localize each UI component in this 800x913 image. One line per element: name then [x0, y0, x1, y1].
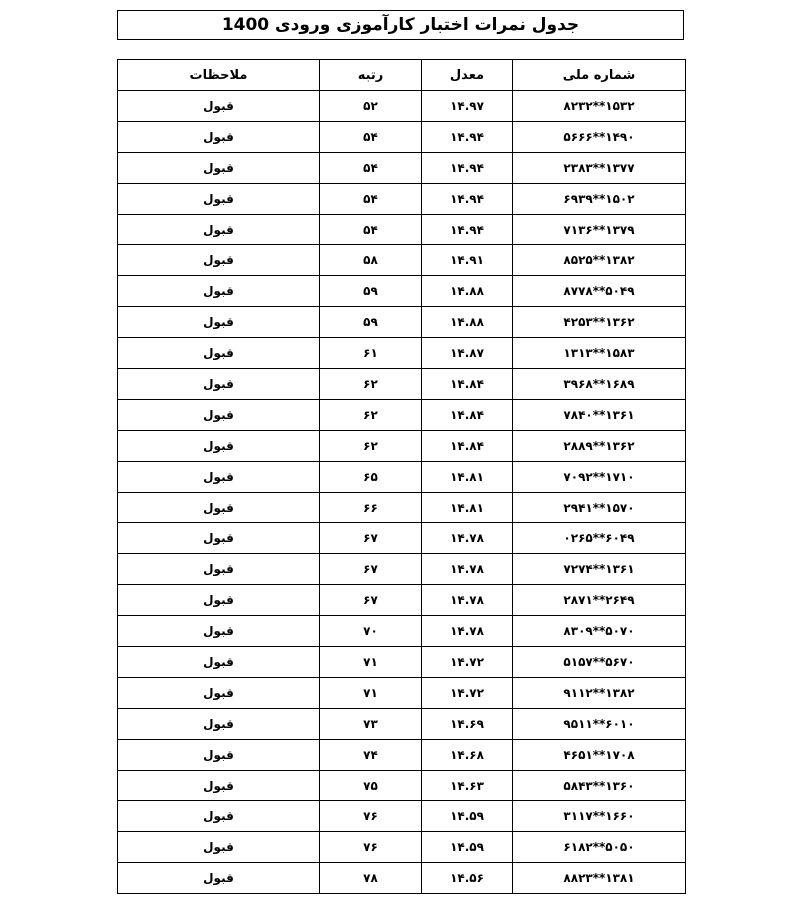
cell-rank: ۶۷ [320, 585, 422, 616]
cell-rank: ۷۳ [320, 708, 422, 739]
cell-national-id: ۱۳۸۲**۹۱۱۲ [513, 677, 686, 708]
table-row [118, 430, 686, 461]
cell-average: ۱۴.۸۸ [422, 276, 513, 307]
table-row [118, 91, 686, 122]
cell-average: ۱۴.۸۱ [422, 492, 513, 523]
cell-note: قبول [118, 152, 320, 183]
table-row [118, 863, 686, 894]
cell-average: ۱۴.۷۸ [422, 523, 513, 554]
table-row [118, 708, 686, 739]
table-row [118, 121, 686, 152]
cell-note: قبول [118, 369, 320, 400]
cell-note: قبول [118, 863, 320, 894]
cell-average: ۱۴.۷۸ [422, 554, 513, 585]
cell-note: قبول [118, 554, 320, 585]
cell-average: ۱۴.۸۷ [422, 338, 513, 369]
cell-rank: ۶۵ [320, 461, 422, 492]
cell-average: ۱۴.۹۴ [422, 183, 513, 214]
cell-note: قبول [118, 739, 320, 770]
cell-average: ۱۴.۷۸ [422, 585, 513, 616]
cell-rank: ۷۴ [320, 739, 422, 770]
cell-rank: ۵۴ [320, 214, 422, 245]
cell-rank: ۵۲ [320, 91, 422, 122]
cell-average: ۱۴.۶۹ [422, 708, 513, 739]
cell-rank: ۷۶ [320, 801, 422, 832]
cell-national-id: ۱۴۹۰**۵۶۶۶ [513, 121, 686, 152]
cell-average: ۱۴.۷۸ [422, 616, 513, 647]
table-row [118, 276, 686, 307]
table-row [118, 338, 686, 369]
cell-average: ۱۴.۸۱ [422, 461, 513, 492]
cell-rank: ۶۷ [320, 523, 422, 554]
table-row [118, 399, 686, 430]
cell-national-id: ۵۰۵۰**۶۱۸۲ [513, 832, 686, 863]
cell-note: قبول [118, 183, 320, 214]
cell-average: ۱۴.۵۹ [422, 832, 513, 863]
cell-rank: ۷۱ [320, 647, 422, 678]
cell-rank: ۶۲ [320, 430, 422, 461]
cell-average: ۱۴.۶۳ [422, 770, 513, 801]
cell-note: قبول [118, 399, 320, 430]
cell-rank: ۷۱ [320, 677, 422, 708]
cell-note: قبول [118, 307, 320, 338]
table-header [118, 60, 686, 91]
cell-national-id: ۱۵۸۳**۱۳۱۳ [513, 338, 686, 369]
cell-national-id: ۱۵۳۲**۸۲۳۲ [513, 91, 686, 122]
cell-rank: ۵۸ [320, 245, 422, 276]
table-row [118, 152, 686, 183]
cell-national-id: ۵۶۷۰**۵۱۵۷ [513, 647, 686, 678]
table-row [118, 677, 686, 708]
table-row [118, 770, 686, 801]
cell-national-id: ۵۰۷۰**۸۳۰۹ [513, 616, 686, 647]
cell-rank: ۵۹ [320, 307, 422, 338]
cell-national-id: ۱۳۸۲**۸۵۲۵ [513, 245, 686, 276]
cell-average: ۱۴.۹۷ [422, 91, 513, 122]
cell-national-id: ۲۶۴۹**۲۸۷۱ [513, 585, 686, 616]
table-row [118, 585, 686, 616]
cell-average: ۱۴.۹۱ [422, 245, 513, 276]
cell-note: قبول [118, 677, 320, 708]
table-row [118, 369, 686, 400]
cell-average: ۱۴.۷۲ [422, 647, 513, 678]
cell-average: ۱۴.۵۶ [422, 863, 513, 894]
cell-national-id: ۱۶۶۰**۳۱۱۷ [513, 801, 686, 832]
cell-average: ۱۴.۸۴ [422, 399, 513, 430]
header-national-id: شماره ملی [513, 60, 686, 91]
header-notes: ملاحظات [118, 60, 320, 91]
table-row [118, 523, 686, 554]
cell-rank: ۷۵ [320, 770, 422, 801]
cell-rank: ۷۸ [320, 863, 422, 894]
cell-rank: ۶۲ [320, 399, 422, 430]
cell-note: قبول [118, 214, 320, 245]
cell-rank: ۷۰ [320, 616, 422, 647]
cell-note: قبول [118, 91, 320, 122]
cell-note: قبول [118, 801, 320, 832]
table-row [118, 245, 686, 276]
header-row [118, 60, 686, 91]
cell-national-id: ۱۳۷۷**۲۳۸۳ [513, 152, 686, 183]
cell-rank: ۶۲ [320, 369, 422, 400]
cell-rank: ۶۱ [320, 338, 422, 369]
header-average: معدل [422, 60, 513, 91]
table-row [118, 307, 686, 338]
cell-average: ۱۴.۹۴ [422, 152, 513, 183]
cell-note: قبول [118, 461, 320, 492]
cell-average: ۱۴.۵۹ [422, 801, 513, 832]
page-title: جدول نمرات اختبار کارآموزی ورودی 1400 [117, 10, 684, 40]
cell-note: قبول [118, 492, 320, 523]
cell-note: قبول [118, 430, 320, 461]
cell-national-id: ۶۰۴۹**۰۲۶۵ [513, 523, 686, 554]
table-body [118, 91, 686, 894]
cell-average: ۱۴.۷۲ [422, 677, 513, 708]
cell-average: ۱۴.۹۴ [422, 121, 513, 152]
cell-note: قبول [118, 647, 320, 678]
cell-national-id: ۱۷۰۸**۴۶۵۱ [513, 739, 686, 770]
cell-national-id: ۱۷۱۰**۷۰۹۲ [513, 461, 686, 492]
cell-national-id: ۱۳۶۱**۷۲۷۴ [513, 554, 686, 585]
cell-national-id: ۱۳۶۲**۴۲۵۳ [513, 307, 686, 338]
cell-national-id: ۱۵۷۰**۲۹۴۱ [513, 492, 686, 523]
cell-note: قبول [118, 708, 320, 739]
cell-average: ۱۴.۹۴ [422, 214, 513, 245]
cell-average: ۱۴.۸۴ [422, 430, 513, 461]
cell-national-id: ۱۳۸۱**۸۸۲۳ [513, 863, 686, 894]
header-rank: رتبه [320, 60, 422, 91]
cell-note: قبول [118, 245, 320, 276]
cell-note: قبول [118, 121, 320, 152]
cell-note: قبول [118, 832, 320, 863]
cell-average: ۱۴.۸۸ [422, 307, 513, 338]
cell-average: ۱۴.۸۴ [422, 369, 513, 400]
cell-rank: ۵۴ [320, 121, 422, 152]
scores-table [117, 59, 686, 894]
table-row [118, 739, 686, 770]
cell-note: قبول [118, 585, 320, 616]
cell-national-id: ۱۳۶۱**۷۸۴۰ [513, 399, 686, 430]
cell-note: قبول [118, 616, 320, 647]
cell-rank: ۵۹ [320, 276, 422, 307]
table-row [118, 832, 686, 863]
cell-rank: ۵۴ [320, 183, 422, 214]
cell-rank: ۶۶ [320, 492, 422, 523]
cell-national-id: ۱۳۷۹**۷۱۳۶ [513, 214, 686, 245]
table-row [118, 801, 686, 832]
table-row [118, 214, 686, 245]
cell-national-id: ۶۰۱۰**۹۵۱۱ [513, 708, 686, 739]
table-row [118, 647, 686, 678]
cell-national-id: ۱۳۶۲**۲۸۸۹ [513, 430, 686, 461]
table-row [118, 461, 686, 492]
cell-national-id: ۵۰۴۹**۸۷۷۸ [513, 276, 686, 307]
cell-note: قبول [118, 276, 320, 307]
table-row [118, 554, 686, 585]
table-row [118, 183, 686, 214]
cell-national-id: ۱۶۸۹**۳۹۶۸ [513, 369, 686, 400]
cell-national-id: ۱۵۰۲**۶۹۳۹ [513, 183, 686, 214]
cell-note: قبول [118, 523, 320, 554]
cell-national-id: ۱۳۶۰**۵۸۴۳ [513, 770, 686, 801]
cell-rank: ۶۷ [320, 554, 422, 585]
table-row [118, 616, 686, 647]
cell-average: ۱۴.۶۸ [422, 739, 513, 770]
table-row [118, 492, 686, 523]
cell-rank: ۷۶ [320, 832, 422, 863]
cell-note: قبول [118, 338, 320, 369]
cell-rank: ۵۴ [320, 152, 422, 183]
cell-note: قبول [118, 770, 320, 801]
